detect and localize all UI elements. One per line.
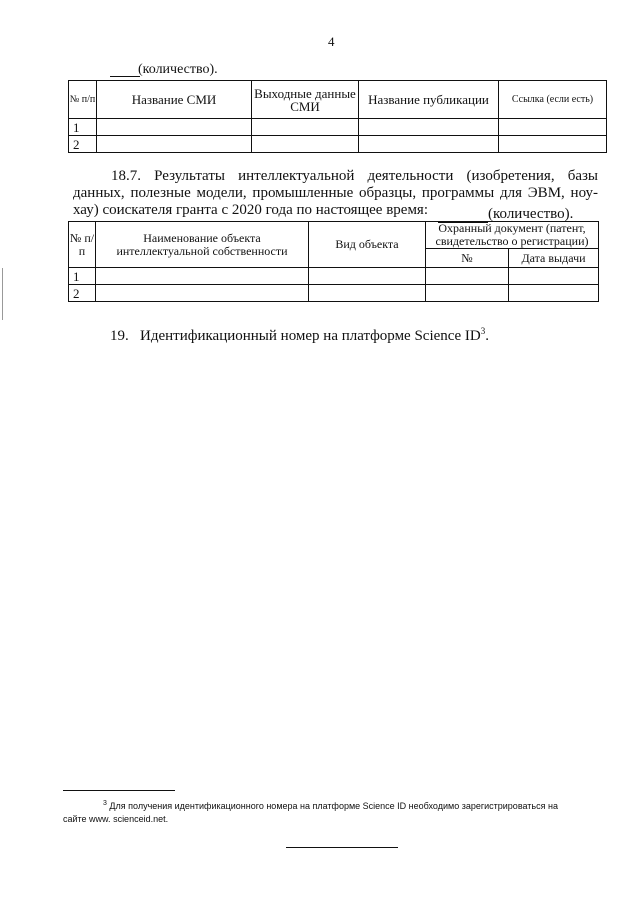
footnote-separator: [63, 790, 175, 791]
footnote-ref: 3: [480, 326, 486, 336]
row-number: 2: [69, 285, 96, 302]
table-cell[interactable]: [97, 136, 252, 153]
col-header-num: № п/п: [69, 81, 97, 119]
ip-results-table: [68, 221, 599, 302]
scan-margin-mark: [2, 268, 3, 320]
table-cell[interactable]: [359, 136, 499, 153]
table-cell[interactable]: [97, 119, 252, 136]
col-header-doc-date: Дата выдачи: [509, 249, 599, 268]
section-text: Идентификационный номер на платформе Science ID: [140, 328, 481, 344]
footnote-text: Для получения идентификационного номера на платформе Science ID необходимо зарегистрироваться на сайте www. scienceid.net.: [63, 801, 558, 824]
page-number: 4: [328, 34, 335, 49]
col-header-doc-number: №: [426, 249, 509, 268]
table-row: [69, 119, 607, 136]
table-cell[interactable]: [509, 268, 599, 285]
section-end: .: [485, 328, 489, 344]
table-cell[interactable]: [252, 136, 359, 153]
item-19-science-id: [110, 326, 489, 345]
row-number: 1: [69, 119, 97, 136]
table-cell[interactable]: [309, 268, 426, 285]
quantity-label: (количество).: [138, 62, 218, 77]
table-header-row: [69, 81, 607, 119]
table-cell[interactable]: [359, 119, 499, 136]
footnote: [63, 797, 583, 826]
table-cell[interactable]: [96, 268, 309, 285]
col-header-link: Ссылка (если есть): [499, 81, 607, 119]
end-of-document-line: [286, 847, 398, 848]
table-cell[interactable]: [426, 268, 509, 285]
table-cell[interactable]: [309, 285, 426, 302]
col-header-num: № п/п: [69, 222, 96, 268]
row-number: 2: [69, 136, 97, 153]
row-number: 1: [69, 268, 96, 285]
col-header-protection-doc: Охранный документ (патент, свидетельство о регистрации): [426, 222, 599, 249]
col-header-media-name: Название СМИ: [97, 81, 252, 119]
table-cell[interactable]: [509, 285, 599, 302]
table-row: [69, 285, 599, 302]
table-header-row: [69, 222, 599, 249]
section-text: Результаты интеллектуальной деятельности (изобретения, базы данных, полезные модели, промышленные образцы, программы для ЭВМ, ноу-хау) соискателя гранта с 2020 года по настоящее время:: [73, 168, 598, 218]
footnote-marker: 3: [103, 800, 107, 807]
quantity-blank-line: [110, 76, 140, 77]
quantity-label: (количество).: [488, 206, 574, 222]
table-cell[interactable]: [499, 136, 607, 153]
section-number: 18.7.: [111, 168, 141, 184]
table-cell[interactable]: [499, 119, 607, 136]
col-header-type: Вид объекта: [309, 222, 426, 268]
col-header-ip-name: Наименование объекта интеллектуальной собственности: [96, 222, 309, 268]
table-row: [69, 268, 599, 285]
col-header-media-output: Выходные данные СМИ: [252, 81, 359, 119]
table-cell[interactable]: [426, 285, 509, 302]
table-cell[interactable]: [252, 119, 359, 136]
media-publications-table: [68, 80, 607, 153]
section-number: 19.: [110, 328, 129, 344]
table-row: [69, 136, 607, 153]
col-header-publication-name: Название публикации: [359, 81, 499, 119]
table-cell[interactable]: [96, 285, 309, 302]
